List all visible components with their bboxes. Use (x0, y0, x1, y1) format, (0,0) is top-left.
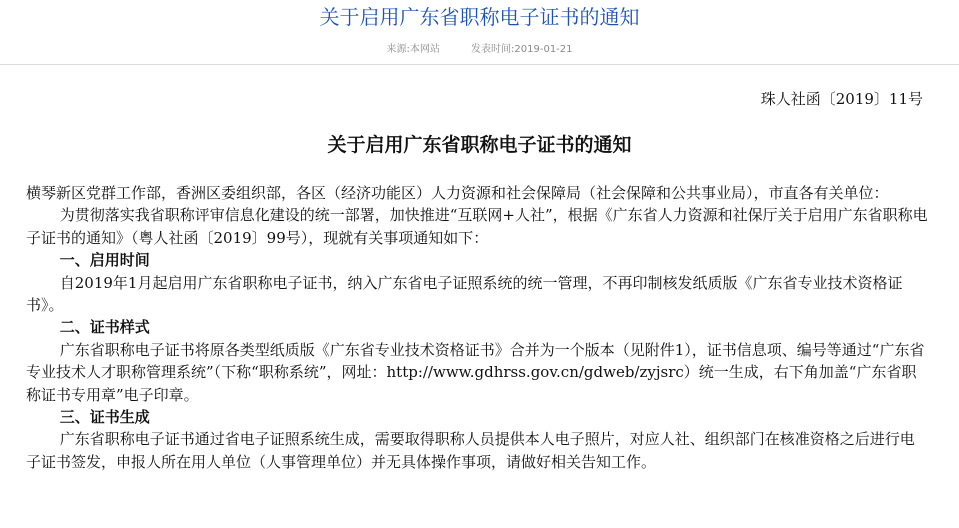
page-title: 关于启用广东省职称电子证书的通知 (319, 5, 640, 29)
section-heading-2: 二、证书样式 (59, 318, 150, 337)
section-heading-3: 三、证书生成 (59, 408, 150, 427)
section-body-2: 广东省职称电子证书将原各类型纸质版《广东省专业技术资格证书》合并为一个版本（见附件1），证书信息项、编号等通过“广东省专业技术人才职称管理系统”（下称“职称系统”，网址：http://www.gdhrss.gov.cn/gdweb/zyjsrc）统一生成，右下角加盖“广东省职称证书专用章”电子印章。 (26, 340, 925, 404)
recipients-paragraph: 横琴新区党群工作部，香洲区委组织部，各区（经济功能区）人力资源和社会保障局（社会保障和公共事业局），市直各有关单位： (26, 184, 889, 202)
document-body (26, 182, 928, 473)
intro-paragraph: 为贯彻落实我省职称评审信息化建设的统一部署，加快推进“互联网+人社”，根据《广东省人力资源和社保厅关于启用广东省职称电子证书的通知》（粤人社函〔2019〕99号），现就有关事项通知如下： (26, 206, 928, 247)
section-body-1: 自2019年1月起启用广东省职称电子证书，纳入广东省电子证照系统的统一管理，不再印制核发纸质版《广东省专业技术资格证书》。 (26, 273, 903, 315)
publish-date: 发表时间:2019-01-21 (471, 44, 573, 55)
document-heading: 关于启用广东省职称电子证书的通知 (327, 134, 632, 156)
section-heading-1: 一、启用时间 (59, 251, 150, 270)
section-body-3: 广东省职称电子证书通过省电子证照系统生成，需要取得职称人员提供本人电子照片，对应人社、组织部门在核准资格之后进行电子证书签发，申报人所在用人单位（人事管理单位）并无具体操作事项，请做好相关告知工作。 (26, 430, 915, 471)
document-number: 珠人社函〔2019〕11号 (760, 90, 923, 108)
source-label: 来源:本网站 (386, 44, 440, 55)
article-meta (0, 43, 959, 57)
header-divider (0, 64, 959, 65)
